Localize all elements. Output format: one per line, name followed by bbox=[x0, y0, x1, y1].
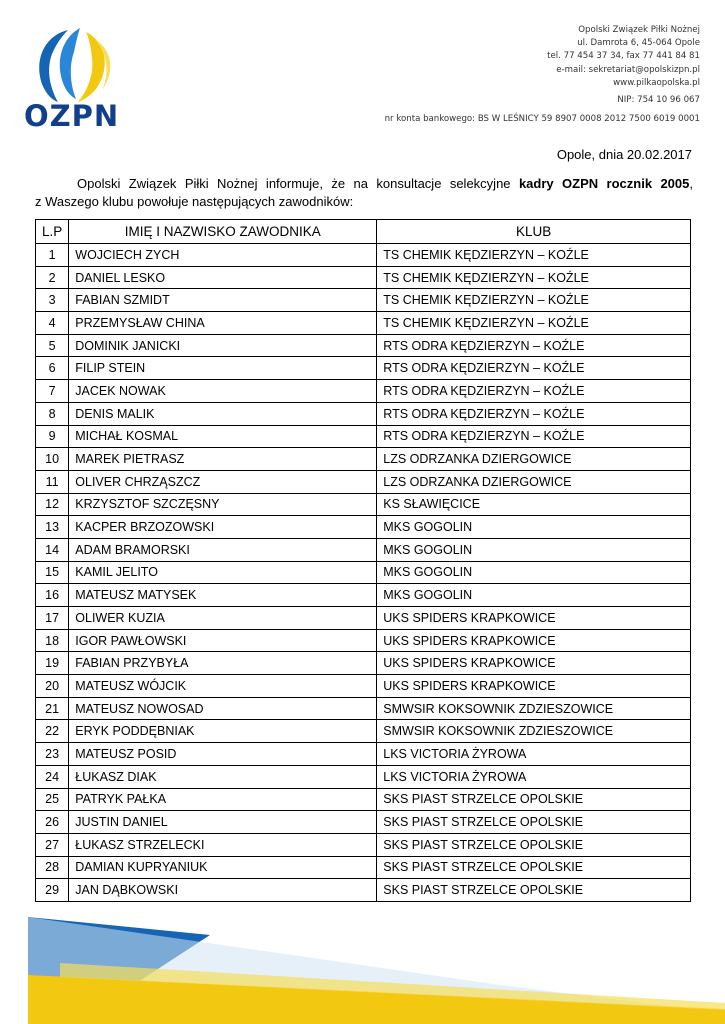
player-number: 16 bbox=[36, 584, 69, 607]
player-name: ŁUKASZ DIAK bbox=[69, 765, 377, 788]
intro-text: Opolski Związek Piłki Nożnej informuje, że na konsultacje selekcyjne bbox=[77, 176, 519, 191]
player-name: ERYK PODDĘBNIAK bbox=[69, 720, 377, 743]
player-name: JUSTIN DANIEL bbox=[69, 811, 377, 834]
table-row bbox=[36, 312, 691, 335]
player-number: 28 bbox=[36, 856, 69, 879]
table-row bbox=[36, 720, 691, 743]
player-name: OLIVER CHRZĄSZCZ bbox=[69, 470, 377, 493]
table-row bbox=[36, 516, 691, 539]
header-club: KLUB bbox=[377, 220, 691, 244]
table-row bbox=[36, 652, 691, 675]
player-number: 25 bbox=[36, 788, 69, 811]
table-row bbox=[36, 402, 691, 425]
table-row bbox=[36, 879, 691, 902]
player-club: LKS VICTORIA ŻYROWA bbox=[377, 765, 691, 788]
player-number: 7 bbox=[36, 380, 69, 403]
table-row bbox=[36, 629, 691, 652]
player-name: MICHAŁ KOSMAL bbox=[69, 425, 377, 448]
table-row bbox=[36, 334, 691, 357]
player-number: 24 bbox=[36, 765, 69, 788]
table-row bbox=[36, 244, 691, 267]
player-number: 4 bbox=[36, 312, 69, 335]
table-row bbox=[36, 607, 691, 630]
table-row bbox=[36, 833, 691, 856]
player-name: MAREK PIETRASZ bbox=[69, 448, 377, 471]
player-club: RTS ODRA KĘDZIERZYN – KOŹLE bbox=[377, 380, 691, 403]
player-name: MATEUSZ POSID bbox=[69, 743, 377, 766]
player-name: KACPER BRZOZOWSKI bbox=[69, 516, 377, 539]
organization-info bbox=[547, 24, 700, 90]
player-club: MKS GOGOLIN bbox=[377, 516, 691, 539]
player-number: 12 bbox=[36, 493, 69, 516]
player-club: TS CHEMIK KĘDZIERZYN – KOŹLE bbox=[377, 244, 691, 267]
player-name: MATEUSZ WÓJCIK bbox=[69, 675, 377, 698]
table-row bbox=[36, 380, 691, 403]
player-club: MKS GOGOLIN bbox=[377, 584, 691, 607]
table-row bbox=[36, 538, 691, 561]
player-club: UKS SPIDERS KRAPKOWICE bbox=[377, 629, 691, 652]
org-website: www.pilkaopolska.pl bbox=[613, 77, 700, 88]
player-club: TS CHEMIK KĘDZIERZYN – KOŹLE bbox=[377, 289, 691, 312]
table-row bbox=[36, 425, 691, 448]
players-table bbox=[35, 219, 691, 902]
player-number: 20 bbox=[36, 675, 69, 698]
table-row bbox=[36, 289, 691, 312]
player-club: RTS ODRA KĘDZIERZYN – KOŹLE bbox=[377, 425, 691, 448]
player-name: JAN DĄBKOWSKI bbox=[69, 879, 377, 902]
player-club: SKS PIAST STRZELCE OPOLSKIE bbox=[377, 833, 691, 856]
player-club: MKS GOGOLIN bbox=[377, 561, 691, 584]
table-row bbox=[36, 675, 691, 698]
player-club: SKS PIAST STRZELCE OPOLSKIE bbox=[377, 788, 691, 811]
player-name: OLIWER KUZIA bbox=[69, 607, 377, 630]
player-name: DOMINIK JANICKI bbox=[69, 334, 377, 357]
table-row bbox=[36, 448, 691, 471]
letter-date: Opole, dnia 20.02.2017 bbox=[556, 147, 692, 162]
player-number: 3 bbox=[36, 289, 69, 312]
player-name: DANIEL LESKO bbox=[69, 266, 377, 289]
table-row bbox=[36, 561, 691, 584]
player-club: SKS PIAST STRZELCE OPOLSKIE bbox=[377, 856, 691, 879]
player-name: PATRYK PAŁKA bbox=[69, 788, 377, 811]
org-email: e-mail: sekretariat@opolskizpn.pl bbox=[556, 64, 700, 75]
player-number: 10 bbox=[36, 448, 69, 471]
player-club: MKS GOGOLIN bbox=[377, 538, 691, 561]
player-club: SKS PIAST STRZELCE OPOLSKIE bbox=[377, 811, 691, 834]
player-club: RTS ODRA KĘDZIERZYN – KOŹLE bbox=[377, 334, 691, 357]
player-number: 18 bbox=[36, 629, 69, 652]
player-name: WOJCIECH ZYCH bbox=[69, 244, 377, 267]
player-name: DENIS MALIK bbox=[69, 402, 377, 425]
player-club: RTS ODRA KĘDZIERZYN – KOŹLE bbox=[377, 402, 691, 425]
player-number: 8 bbox=[36, 402, 69, 425]
player-number: 9 bbox=[36, 425, 69, 448]
player-club: RTS ODRA KĘDZIERZYN – KOŹLE bbox=[377, 357, 691, 380]
player-name: KAMIL JELITO bbox=[69, 561, 377, 584]
intro-line-2: z Waszego klubu powołuje następujących zawodników: bbox=[35, 194, 354, 209]
player-number: 22 bbox=[36, 720, 69, 743]
player-number: 27 bbox=[36, 833, 69, 856]
player-club: SKS PIAST STRZELCE OPOLSKIE bbox=[377, 879, 691, 902]
player-name: KRZYSZTOF SZCZĘSNY bbox=[69, 493, 377, 516]
player-number: 6 bbox=[36, 357, 69, 380]
player-name: JACEK NOWAK bbox=[69, 380, 377, 403]
table-row bbox=[36, 788, 691, 811]
player-name: FABIAN PRZYBYŁA bbox=[69, 652, 377, 675]
table-row bbox=[36, 856, 691, 879]
table-row bbox=[36, 811, 691, 834]
table-row bbox=[36, 765, 691, 788]
player-name: MATEUSZ NOWOSAD bbox=[69, 697, 377, 720]
footer-decoration bbox=[0, 905, 725, 1024]
player-club: LZS ODRZANKA DZIERGOWICE bbox=[377, 470, 691, 493]
player-club: LZS ODRZANKA DZIERGOWICE bbox=[377, 448, 691, 471]
player-club: UKS SPIDERS KRAPKOWICE bbox=[377, 607, 691, 630]
table-row bbox=[36, 470, 691, 493]
org-bank-account: nr konta bankowego: BS W LEŚNICY 59 8907 0008 2012 7500 6019 0001 bbox=[384, 114, 700, 124]
player-name: ŁUKASZ STRZELECKI bbox=[69, 833, 377, 856]
table-row bbox=[36, 493, 691, 516]
player-club: TS CHEMIK KĘDZIERZYN – KOŹLE bbox=[377, 266, 691, 289]
player-number: 23 bbox=[36, 743, 69, 766]
table-header-row bbox=[36, 220, 691, 244]
table-row bbox=[36, 266, 691, 289]
player-club: SMWSIR KOKSOWNIK ZDZIESZOWICE bbox=[377, 720, 691, 743]
org-phone: tel. 77 454 37 34, fax 77 441 84 81 bbox=[547, 51, 700, 62]
player-club: KS SŁAWIĘCICE bbox=[377, 493, 691, 516]
ozpn-logo bbox=[22, 22, 137, 132]
table-row bbox=[36, 357, 691, 380]
player-club: UKS SPIDERS KRAPKOWICE bbox=[377, 652, 691, 675]
logo-swoosh-icon bbox=[39, 28, 110, 102]
player-number: 19 bbox=[36, 652, 69, 675]
player-number: 17 bbox=[36, 607, 69, 630]
player-name: FABIAN SZMIDT bbox=[69, 289, 377, 312]
player-number: 13 bbox=[36, 516, 69, 539]
player-number: 11 bbox=[36, 470, 69, 493]
player-club: LKS VICTORIA ŻYROWA bbox=[377, 743, 691, 766]
players-table-body bbox=[36, 244, 691, 902]
player-number: 15 bbox=[36, 561, 69, 584]
player-number: 14 bbox=[36, 538, 69, 561]
player-name: FILIP STEIN bbox=[69, 357, 377, 380]
header-name: IMIĘ I NAZWISKO ZAWODNIKA bbox=[69, 220, 377, 244]
player-number: 1 bbox=[36, 244, 69, 267]
header-lp: L.P bbox=[36, 220, 69, 244]
table-row bbox=[36, 743, 691, 766]
player-number: 26 bbox=[36, 811, 69, 834]
intro-comma: , bbox=[689, 176, 693, 191]
org-nip: NIP: 754 10 96 067 bbox=[617, 95, 700, 105]
player-number: 21 bbox=[36, 697, 69, 720]
player-club: TS CHEMIK KĘDZIERZYN – KOŹLE bbox=[377, 312, 691, 335]
player-name: IGOR PAWŁOWSKI bbox=[69, 629, 377, 652]
player-club: UKS SPIDERS KRAPKOWICE bbox=[377, 675, 691, 698]
player-name: ADAM BRAMORSKI bbox=[69, 538, 377, 561]
player-club: SMWSIR KOKSOWNIK ZDZIESZOWICE bbox=[377, 697, 691, 720]
intro-bold-text: kadry OZPN rocznik 2005 bbox=[518, 176, 690, 191]
org-name: Opolski Związek Piłki Nożnej bbox=[578, 25, 700, 35]
intro-line-1 bbox=[35, 175, 693, 193]
org-address: ul. Damrota 6, 45-064 Opole bbox=[577, 38, 700, 49]
table-row bbox=[36, 584, 691, 607]
table-row bbox=[36, 697, 691, 720]
player-name: DAMIAN KUPRYANIUK bbox=[69, 856, 377, 879]
player-number: 5 bbox=[36, 334, 69, 357]
letter-intro bbox=[35, 175, 693, 211]
player-name: MATEUSZ MATYSEK bbox=[69, 584, 377, 607]
player-number: 2 bbox=[36, 266, 69, 289]
player-name: PRZEMYSŁAW CHINA bbox=[69, 312, 377, 335]
player-number: 29 bbox=[36, 879, 69, 902]
logo-text: OZPN bbox=[24, 99, 120, 132]
